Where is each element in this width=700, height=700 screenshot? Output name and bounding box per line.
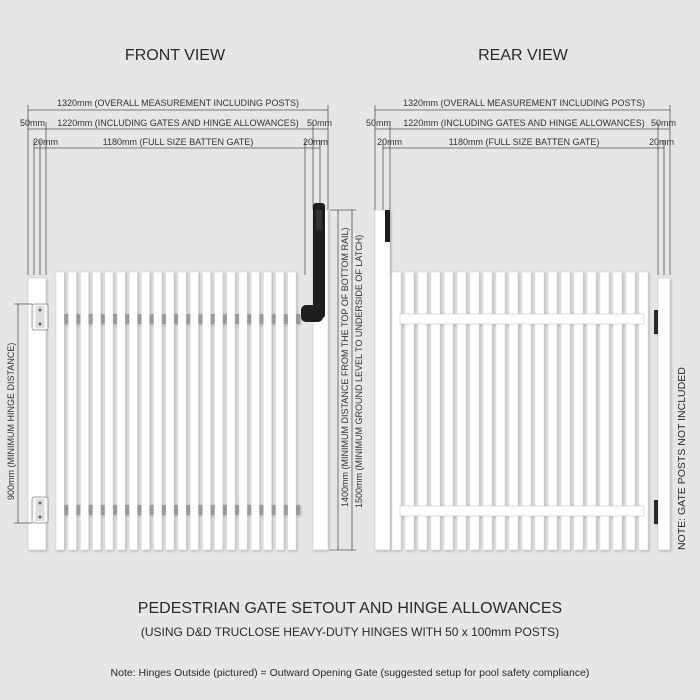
rear-batten xyxy=(392,272,401,550)
front-batten xyxy=(166,272,174,550)
rear-dim-post-right: 50mm xyxy=(651,118,677,128)
front-dim-batten: 1180mm (FULL SIZE BATTEN GATE) xyxy=(102,137,254,147)
rear-dim-allow-left: 20mm xyxy=(377,137,403,147)
front-rail-segment xyxy=(284,314,288,324)
front-rail-segment xyxy=(272,505,276,515)
front-hinge-top xyxy=(32,304,48,330)
gate-posts-note: NOTE: GATE POSTS NOT INCLUDED xyxy=(676,367,688,550)
front-batten xyxy=(190,272,198,550)
front-rail-segment xyxy=(186,505,190,515)
front-rail-segment xyxy=(198,314,202,324)
front-batten xyxy=(178,272,186,550)
rear-hinge-bottom xyxy=(654,500,658,524)
rear-top-rail xyxy=(400,314,644,324)
rear-dim-post-left: 50mm xyxy=(366,118,392,128)
front-rail-segment xyxy=(247,314,251,324)
rear-dim-allow-right: 20mm xyxy=(649,137,675,147)
front-batten xyxy=(202,272,210,550)
front-rail-segment xyxy=(235,314,239,324)
front-batten xyxy=(68,272,76,550)
front-rail-segment xyxy=(174,505,178,515)
front-dim-overall: 1320mm (OVERALL MEASUREMENT INCLUDING POSTS) xyxy=(56,98,300,108)
rear-dim-batten: 1180mm (FULL SIZE BATTEN GATE) xyxy=(448,137,600,147)
front-batten xyxy=(141,272,149,550)
front-rail-segment xyxy=(137,314,141,324)
front-batten xyxy=(263,272,271,550)
front-rail-segment xyxy=(223,505,227,515)
front-batten xyxy=(93,272,101,550)
front-batten xyxy=(117,272,125,550)
front-rail-segment xyxy=(76,505,80,515)
front-rail-segment xyxy=(235,505,239,515)
front-rail-segment xyxy=(162,505,166,515)
front-dim-latch-1400: 1400mm (MINIMUM DISTANCE FROM THE TOP OF BOTTOM RAIL) xyxy=(340,227,350,507)
rear-left-post xyxy=(375,210,390,550)
front-dimensions xyxy=(20,98,332,275)
front-rail-segment xyxy=(113,505,117,515)
front-batten xyxy=(251,272,259,550)
front-rail-segment xyxy=(186,314,190,324)
rear-latch-edge xyxy=(385,210,390,242)
front-dim-hinge-distance: 900mm (MINIMUM HINGE DISTANCE) xyxy=(6,342,16,500)
front-rail-segment xyxy=(174,314,178,324)
rear-bottom-rail xyxy=(400,506,644,516)
rear-view-title: REAR VIEW xyxy=(478,47,568,64)
front-gate xyxy=(28,210,328,550)
front-view-title: FRONT VIEW xyxy=(124,47,226,64)
front-batten xyxy=(227,272,235,550)
front-rail-segment xyxy=(247,505,251,515)
front-rail-segment xyxy=(64,505,68,515)
footnote: Note: Hinges Outside (pictured) = Outward Opening Gate (suggested setup for pool safety compliance) xyxy=(110,667,590,679)
front-rail-segment xyxy=(150,505,154,515)
front-batten xyxy=(80,272,88,550)
front-rail-segment xyxy=(198,505,202,515)
front-rail-segment xyxy=(211,314,215,324)
front-rail-segment xyxy=(162,314,166,324)
front-latch-dims xyxy=(330,210,364,550)
front-rail-segment xyxy=(259,505,263,515)
front-rail-segment xyxy=(223,314,227,324)
front-rail-segment xyxy=(76,314,80,324)
front-batten xyxy=(215,272,223,550)
rear-dim-overall: 1320mm (OVERALL MEASUREMENT INCLUDING POSTS) xyxy=(402,98,646,108)
front-rail-segment xyxy=(137,505,141,515)
front-dim-post-right: 50mm xyxy=(307,118,333,128)
front-batten xyxy=(239,272,247,550)
front-rail-segment xyxy=(89,505,93,515)
rear-hinge-top xyxy=(654,310,658,334)
front-rail-segment xyxy=(101,505,105,515)
front-batten xyxy=(154,272,162,550)
front-dim-allow-right: 20mm xyxy=(303,137,329,147)
front-batten xyxy=(105,272,113,550)
rear-dimensions xyxy=(366,98,676,275)
rear-dim-gate-total: 1220mm (INCLUDING GATES AND HINGE ALLOWANCES) xyxy=(403,118,645,128)
front-dim-allow-left: 20mm xyxy=(33,137,59,147)
front-batten xyxy=(56,272,64,550)
front-batten xyxy=(129,272,137,550)
front-rail-segment xyxy=(296,314,300,324)
front-rail-segment xyxy=(101,314,105,324)
front-rail-segment xyxy=(272,314,276,324)
front-rail-segment xyxy=(150,314,154,324)
front-rail-segment xyxy=(64,314,68,324)
front-dim-gate-total: 1220mm (INCLUDING GATES AND HINGE ALLOWANCES) xyxy=(57,118,299,128)
front-rail-segment xyxy=(113,314,117,324)
front-rail-segment xyxy=(296,505,300,515)
front-batten xyxy=(276,272,284,550)
front-dim-latch-1500: 1500mm (MINIMUM GROUND LEVEL TO UNDERSIDE OF LATCH) xyxy=(354,234,364,508)
rear-right-post xyxy=(658,278,670,550)
rear-gate xyxy=(375,210,670,550)
front-rail-segment xyxy=(284,505,288,515)
front-rail-segment xyxy=(125,505,129,515)
front-hinge-bottom xyxy=(32,497,48,523)
main-heading: PEDESTRIAN GATE SETOUT AND HINGE ALLOWANCES xyxy=(137,600,563,617)
front-rail-segment xyxy=(211,505,215,515)
front-batten xyxy=(288,272,296,550)
front-rail-segment xyxy=(89,314,93,324)
front-rail-segment xyxy=(259,314,263,324)
front-rail-segment xyxy=(125,314,129,324)
front-dim-post-left: 50mm xyxy=(20,118,46,128)
sub-heading: (USING D&D TRUCLOSE HEAVY-DUTY HINGES WITH 50 x 100mm POSTS) xyxy=(140,625,560,639)
